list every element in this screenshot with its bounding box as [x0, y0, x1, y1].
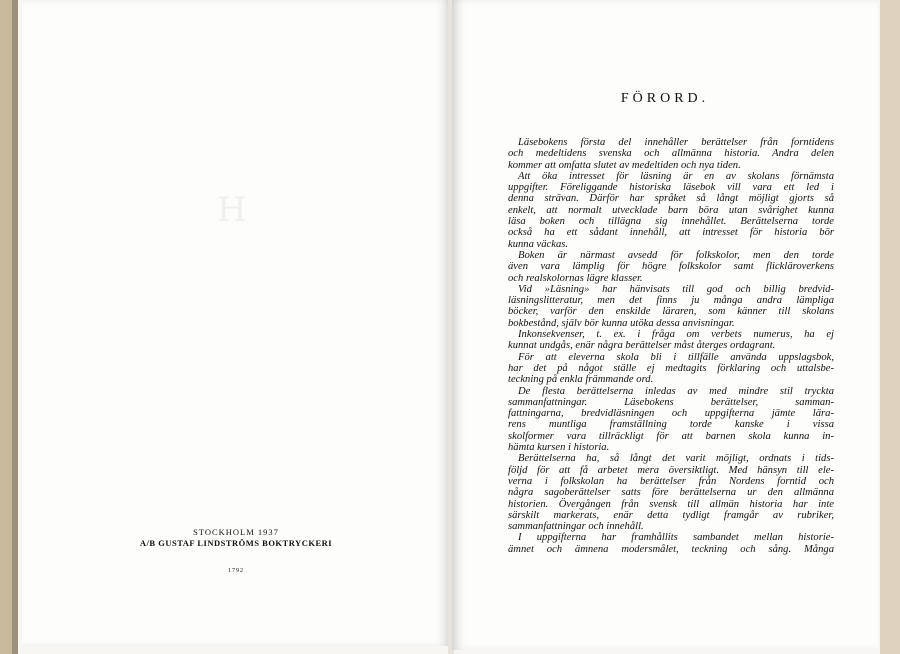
- text-line: har det på något ställe ej medtagits förklaring och uttalsbe-: [508, 362, 834, 374]
- text-line: Vid »Läsning» har hänvisats till god och billig bredvid-: [518, 283, 834, 295]
- book-cover-shadow-left: [12, 0, 18, 654]
- text-line: verna i folkskolan ha berättelser från Nordens forntid och: [508, 475, 834, 487]
- text-line: bokbestånd, själv bör kunna utöka dessa anvisningar.: [508, 317, 735, 329]
- imprint-printer: A/B GUSTAF LINDSTRÖMS BOKTRYCKERI: [139, 538, 333, 548]
- text-line: följd för att få arbetet mera översiktligt. Med hänsyn till ele-: [508, 464, 834, 476]
- right-page: [452, 0, 878, 650]
- text-line: läsa boken och tillägna sig innehållet. Berättelserna torde: [508, 216, 834, 228]
- preface-text: [508, 137, 834, 555]
- text-line: läsningslitteratur, men det finns ju många andra lämpliga: [508, 295, 834, 307]
- text-line: rens muntliga framställning torde kanske i vissa: [508, 419, 834, 431]
- text-line: enkelt, att normalt utvecklade barn böra utan svårighet kunna: [508, 204, 834, 216]
- page-title: FÖRORD.: [620, 91, 710, 106]
- text-line: Inkonsekvenser, t. ex. i fråga om verbets numerus, ha ej: [518, 329, 834, 341]
- text-line: och medeltidens svenska och allmänna historia. Andra delen: [508, 148, 834, 160]
- left-page: [22, 0, 450, 646]
- text-line: hämta kursen i historia.: [508, 442, 610, 454]
- text-line: och realskolornas lägre klasser.: [508, 272, 643, 284]
- text-line: historien. Övergången från svensk till allmän historia har inte: [508, 498, 834, 510]
- text-line: sammanfattningar. Läsebokens berättelser, samman-: [508, 396, 834, 408]
- imprint-number: 1792: [228, 568, 244, 574]
- text-line: särskilt markerats, enär detta tydligt framgår av rubriker,: [508, 509, 834, 521]
- text-line: böcker, varför den enskilde läraren, som känner till skolans: [508, 306, 834, 318]
- text-line: Läsebokens första del innehåller berättelser från forntidens: [518, 137, 834, 148]
- text-line: ämnet och ämnena modersmålet, teckning och sång. Många: [508, 543, 834, 555]
- text-line: Att öka intresset för läsning är en av skolans förnämsta: [518, 170, 834, 182]
- imprint-place-year: STOCKHOLM 1937: [193, 527, 279, 537]
- book-cover-edge-right: [880, 0, 900, 654]
- text-line: denna strävan. Därför har språket så långt möjligt gjorts så: [508, 193, 834, 205]
- text-line: fattningarna, bredvidläsningen och uppgifterna jämte lära-: [508, 408, 834, 420]
- text-line: I uppgifterna har framhållits sambandet mellan historie-: [518, 532, 834, 544]
- text-line: även vara lämplig för högre folkskolor samt flickläroverkens: [508, 261, 834, 273]
- text-line: kunnat undgås, enär några berättelser måst återges ordagrant.: [508, 340, 776, 352]
- book-cover-edge-left: [0, 0, 12, 654]
- text-line: För att eleverna skola bli i tillfälle använda uppslagsbok,: [518, 351, 834, 363]
- text-line: teckning på enkla främmande ord.: [508, 374, 654, 386]
- text-line: också ha ett sådant innehåll, att intresset för historia bör: [508, 227, 834, 239]
- text-line: uppgifter. Föreliggande historiska läsebok vill vara ett led i: [508, 182, 834, 194]
- text-line: De flesta berättelserna inledas av med mindre stil tryckta: [518, 385, 834, 397]
- text-line: skolformer vara tillräckligt för att barnen skola kunna in-: [508, 430, 834, 442]
- text-line: Boken är närmast avsedd för folkskolor, men den torde: [518, 249, 834, 261]
- text-line: kommer att omfatta slutet av medeltiden och nya tiden.: [508, 159, 741, 171]
- text-line: sammanfattningar och innehåll.: [508, 521, 644, 533]
- text-line: Berättelserna ha, så långt det varit möjligt, ordnats i tids-: [518, 453, 834, 465]
- show-through-ghost: H: [217, 190, 253, 230]
- text-line: kunna väckas.: [508, 238, 569, 250]
- text-line: några sagoberättelser satts före berättelserna ur den allmänna: [508, 487, 834, 499]
